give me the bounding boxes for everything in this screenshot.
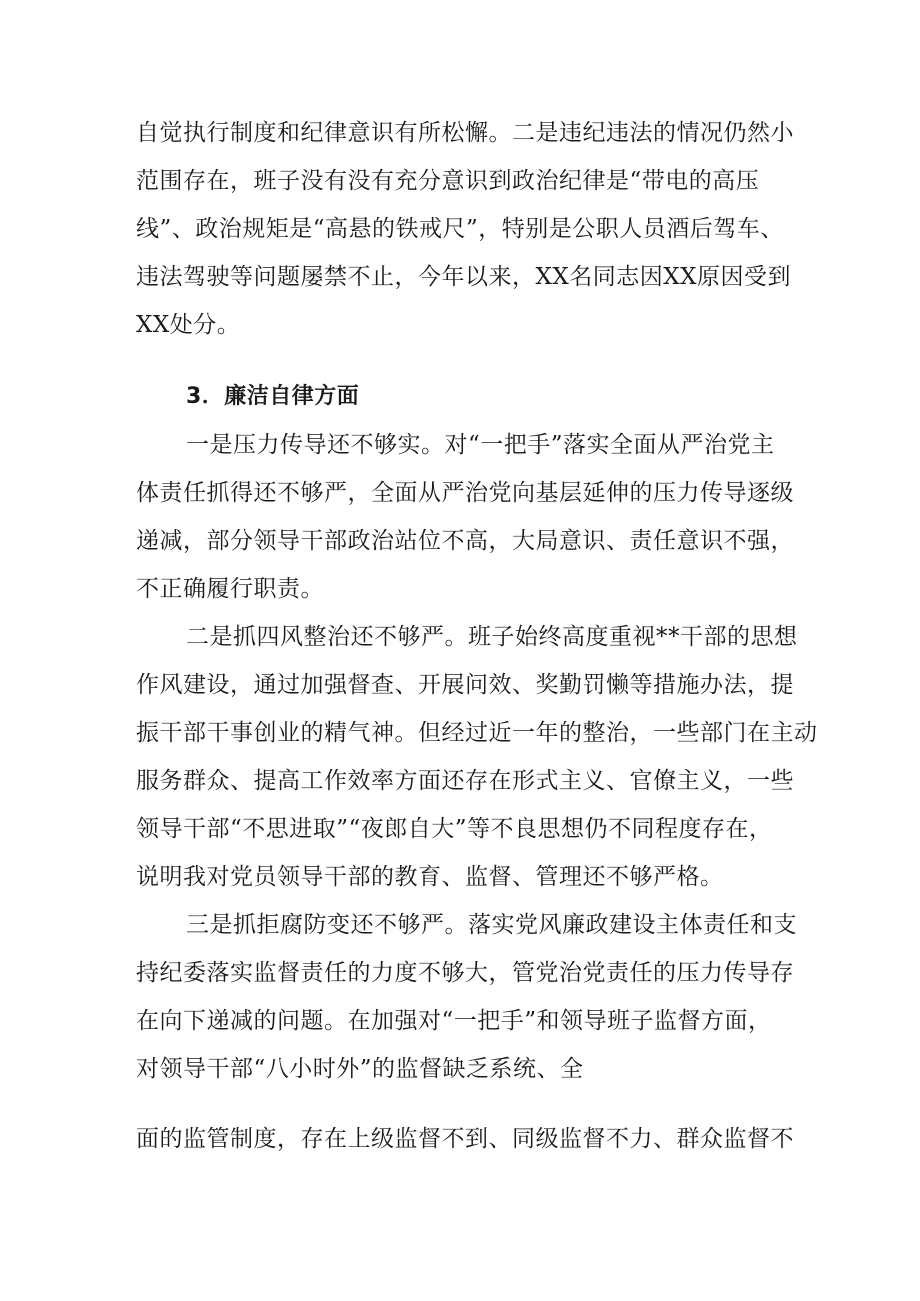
paragraph-line: 二是抓四风整治还不够严。班子始终高度重视**干部的思想 — [186, 624, 798, 650]
paragraph-line: 在向下递减的问题。在加强对“一把手”和领导班子监督方面， — [136, 1008, 772, 1034]
paragraph-line: 服务群众、提高工作效率方面还存在形式主义、官僚主义，一些 — [136, 768, 794, 794]
section-heading: 3．廉洁自律方面 — [186, 384, 360, 409]
paragraph-line: 领导干部“不思进取”“夜郎自大”等不良思想仍不同程度存在， — [136, 816, 773, 842]
paragraph-line: 不正确履行职责。 — [136, 576, 324, 602]
paragraph-line: XX处分。 — [136, 312, 241, 338]
paragraph-line: 作风建设，通过加强督查、开展问效、奖勤罚懒等措施办法，提 — [136, 672, 794, 698]
paragraph-line: 对领导干部“八小时外”的监督缺乏系统、全 — [136, 1056, 584, 1082]
paragraph-line: 说明我对党员领导干部的教育、监督、管理还不够严格。 — [136, 864, 724, 890]
paragraph-line: 振干部干事创业的精气神。但经过近一年的整治，一些部门在主动 — [136, 720, 818, 746]
paragraph-line: 一是压力传导还不够实。对“一把手”落实全面从严治党主 — [186, 432, 775, 458]
paragraph-line: 违法驾驶等问题屡禁不止，今年以来，XX名同志因XX原因受到 — [136, 264, 791, 290]
paragraph-line: 三是抓拒腐防变还不够严。落实党风廉政建设主体责任和支 — [186, 912, 797, 938]
paragraph-line: 持纪委落实监督责任的力度不够大，管党治党责任的压力传导存 — [136, 960, 794, 986]
paragraph-line: 自觉执行制度和纪律意识有所松懈。二是违纪违法的情况仍然小 — [136, 120, 794, 146]
paragraph-line: 范围存在，班子没有没有充分意识到政治纪律是“带电的高压 — [136, 168, 760, 194]
paragraph-line: 递减，部分领导干部政治站位不高，大局意识、责任意识不强， — [136, 528, 794, 554]
paragraph-line: 体责任抓得还不够严，全面从严治党向基层延伸的压力传导逐级 — [136, 480, 794, 506]
paragraph-line: 面的监管制度，存在上级监督不到、同级监督不力、群众监督不 — [136, 1126, 794, 1152]
paragraph-line: 线”、政治规矩是“高悬的铁戒尺”，特别是公职人员酒后驾车、 — [136, 216, 784, 242]
